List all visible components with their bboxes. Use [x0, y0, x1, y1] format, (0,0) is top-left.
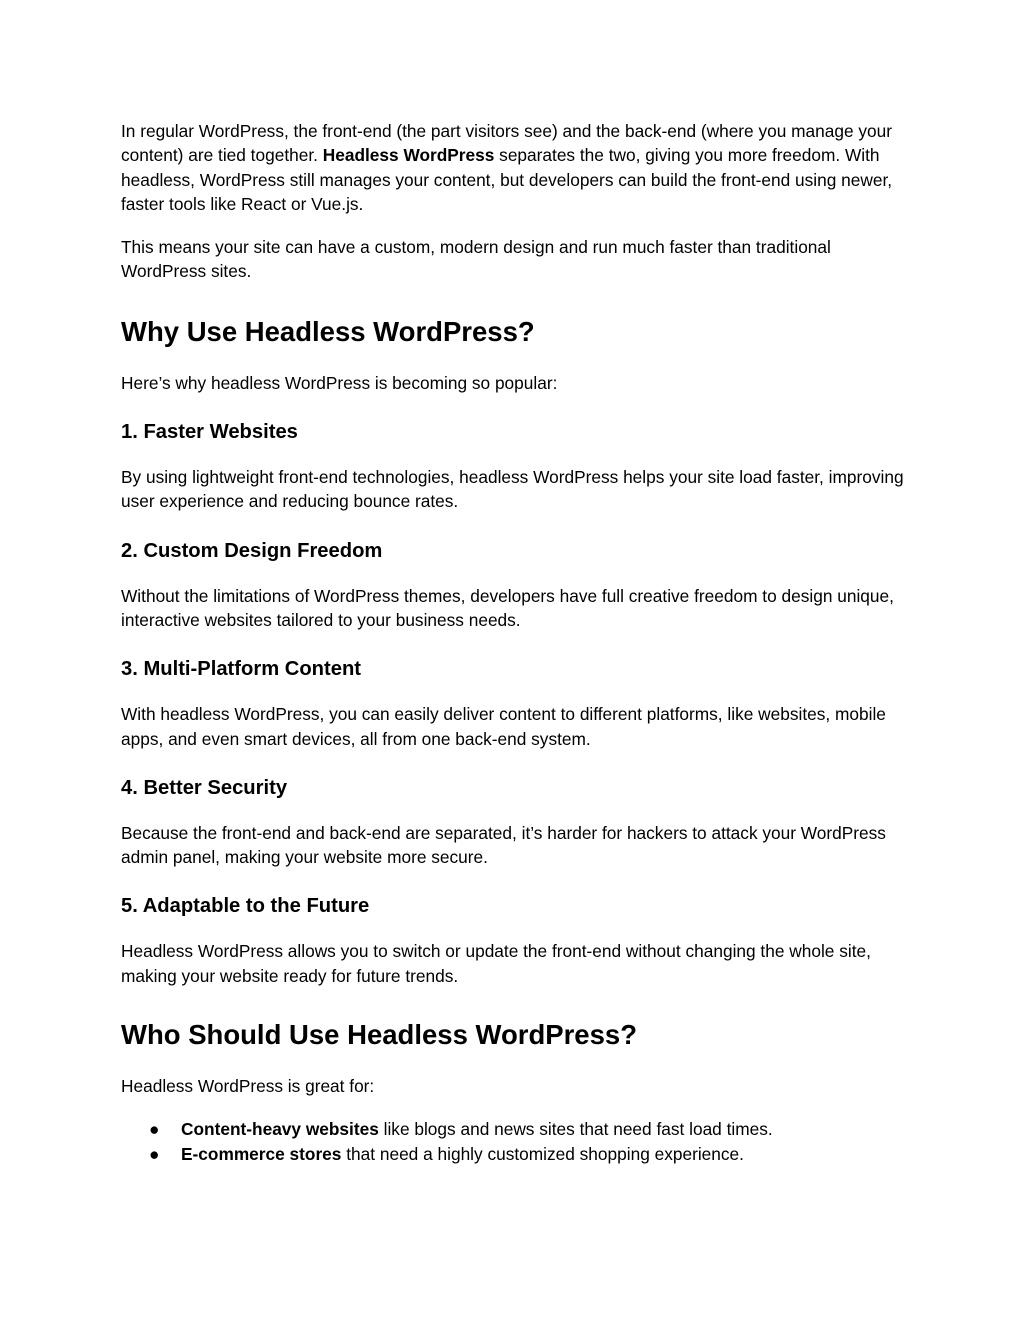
bullet-bold-term: E-commerce stores	[181, 1143, 342, 1164]
why-item-body: Without the limitations of WordPress themes, developers have full creative freedom to design unique, interactive websites tailored to your business needs.	[121, 585, 894, 630]
why-item-title: 3. Multi-Platform Content	[121, 658, 361, 681]
why-item-title: 5. Adaptable to the Future	[121, 895, 370, 918]
who-heading: Who Should Use Headless WordPress?	[121, 1019, 637, 1051]
why-item-title: 4. Better Security	[121, 776, 288, 799]
intro-bold-term: Headless WordPress	[322, 145, 495, 166]
document-page	[121, 119, 911, 1166]
why-item-body: Because the front-end and back-end are separated, it’s harder for hackers to attack your WordPress admin panel, making your website more secure.	[121, 822, 886, 868]
bullet-icon: ●	[149, 1143, 160, 1164]
why-item-body: By using lightweight front-end technologies, headless WordPress helps your site load faster, improving user experience and reducing bounce rates.	[121, 467, 904, 512]
bullet-bold-term: Content-heavy websites	[181, 1119, 379, 1140]
intro-text-start: In regular WordPress, the front-end (the part visitors see) and the back-end (where you manage your content) are tied together.	[121, 121, 893, 166]
why-item-title: 1. Faster Websites	[121, 421, 298, 444]
why-lead: Here’s why headless WordPress is becoming so popular:	[121, 372, 558, 393]
why-heading: Why Use Headless WordPress?	[121, 315, 535, 347]
bullet-icon: ●	[149, 1119, 160, 1140]
list-item	[121, 1117, 911, 1141]
bullet-text: like blogs and news sites that need fast load times.	[378, 1119, 773, 1140]
why-item-body: With headless WordPress, you can easily deliver content to different platforms, like websites, mobile apps, and even smart devices, all from one back-end system.	[121, 704, 886, 749]
why-item-title: 2. Custom Design Freedom	[121, 539, 383, 562]
intro-paragraph	[121, 119, 911, 216]
why-item-body: Headless WordPress allows you to switch or update the front-end without changing the whole site, making your website ready for future trends.	[121, 941, 871, 986]
intro-text-end: separates the two, giving you more freedom. With headless, WordPress still manages your content, but developers can build the front-end using newer, faster tools like React or Vue.js.	[121, 145, 893, 214]
list-item	[121, 1142, 911, 1166]
bullet-text: that need a highly customized shopping experience.	[341, 1143, 744, 1164]
intro-paragraph-2: This means your site can have a custom, modern design and run much faster than traditional WordPress sites.	[121, 237, 831, 282]
who-bullet-list	[121, 1117, 911, 1166]
who-lead: Headless WordPress is great for:	[121, 1076, 375, 1097]
